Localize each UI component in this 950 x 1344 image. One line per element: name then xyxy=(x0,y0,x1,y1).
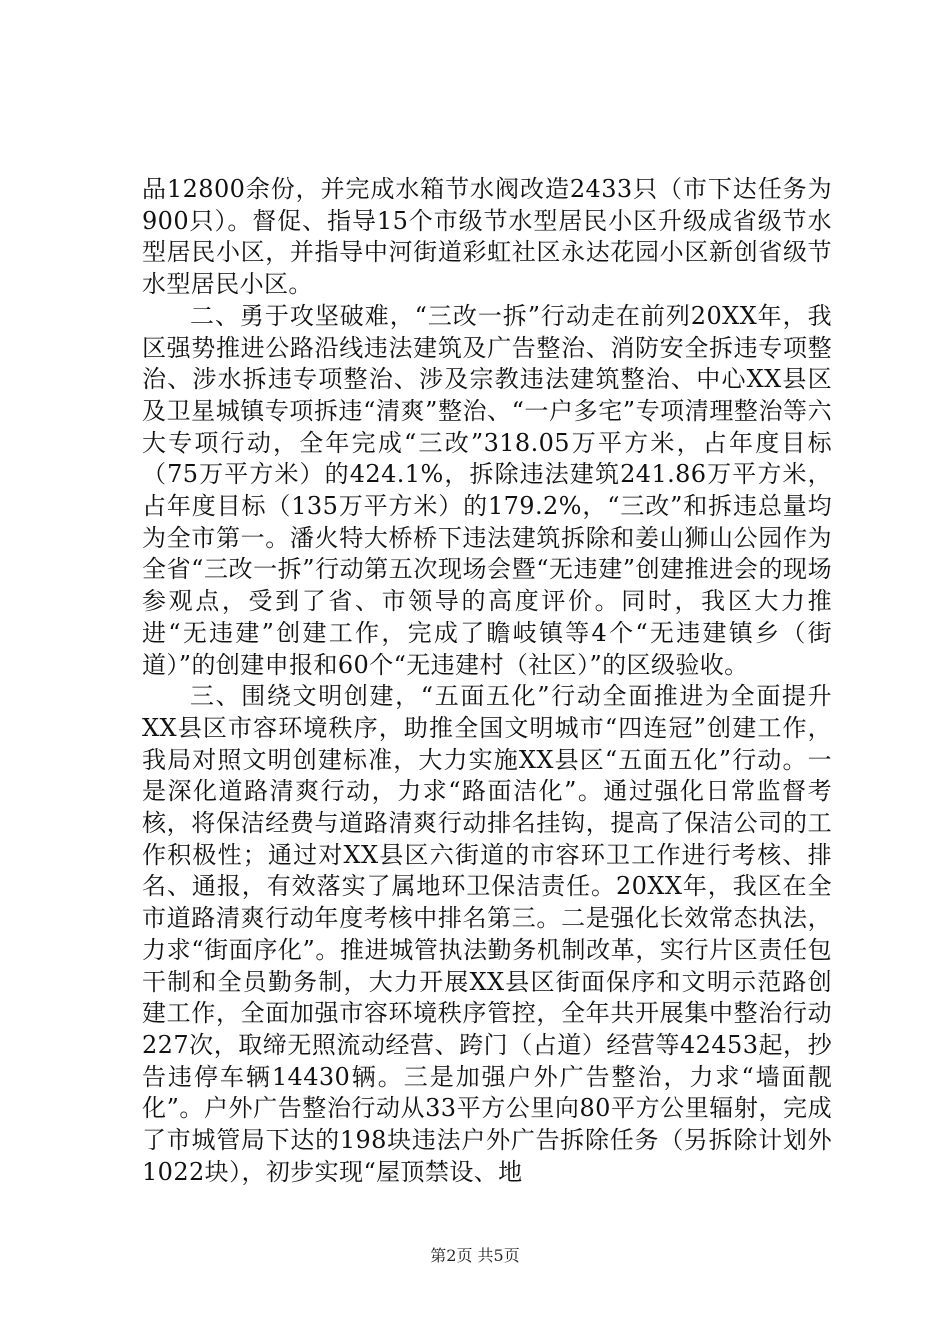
paragraph-three-reforms: 二、勇于攻坚破难，“三改一拆”行动走在前列20XX年，我区强势推进公路沿线违法建筑及广告整治、消防安全拆违专项整治、涉水拆违专项整治、涉及宗教违法建筑整治、中心XX县区及卫星城镇专项拆违“清爽”整治、“一户多宅”专项清理整治等六大专项行动，全年完成“三改”318.05万平方米，占年度目标（75万平方米）的424.1%，拆除违法建筑241.86万平方米，占年度目标（135万平方米）的179.2%，“三改”和拆违总量均为全市第一。潘火特大桥桥下违法建筑拆除和姜山狮山公园作为全省“三改一拆”行动第五次现场会暨“无违建”创建推进会的现场参观点，受到了省、市领导的高度评价。同时，我区大力推进“无违建”创建工作，完成了瞻岐镇等4个“无违建镇乡（街道）”的创建申报和60个“无违建村（社区）”的区级验收。 xyxy=(142,301,832,679)
document-body xyxy=(142,174,832,1189)
page-number-footer: 第2页 共5页 xyxy=(430,1246,520,1265)
paragraph-water-saving: 品12800余份，并完成水箱节水阀改造2433只（市下达任务为900只）。督促、指导15个市级节水型居民小区升级成省级节水型居民小区，并指导中河街道彩虹社区永达花园小区新创省级节水型居民小区。 xyxy=(142,175,832,299)
paragraph-civilization: 三、围绕文明创建，“五面五化”行动全面推进为全面提升XX县区市容环境秩序，助推全国文明城市“四连冠”创建工作，我局对照文明创建标准，大力实施XX县区“五面五化”行动。一是深化道路清爽行动，力求“路面洁化”。通过强化日常监督考核，将保洁经费与道路清爽行动排名挂钩，提高了保洁公司的工作积极性；通过对XX县区六街道的市容环卫工作进行考核、排名、通报，有效落实了属地环卫保洁责任。20XX年，我区在全市道路清爽行动年度考核中排名第三。二是强化长效常态执法，力求“街面序化”。推进城管执法勤务机制改革，实行片区责任包干制和全员勤务制，大力开展XX县区街面保序和文明示范路创建工作，全面加强市容环境秩序管控，全年共开展集中整治行动227次，取缔无照流动经营、跨门（占道）经营等42453起，抄告违停车辆14430辆。三是加强户外广告整治，力求“墙面靓化”。户外广告整治行动从33平方公里向80平方公里辐射，完成了市城管局下达的198块违法户外广告拆除任务（另拆除计划外1022块），初步实现“屋顶禁设、地 xyxy=(142,682,832,1186)
